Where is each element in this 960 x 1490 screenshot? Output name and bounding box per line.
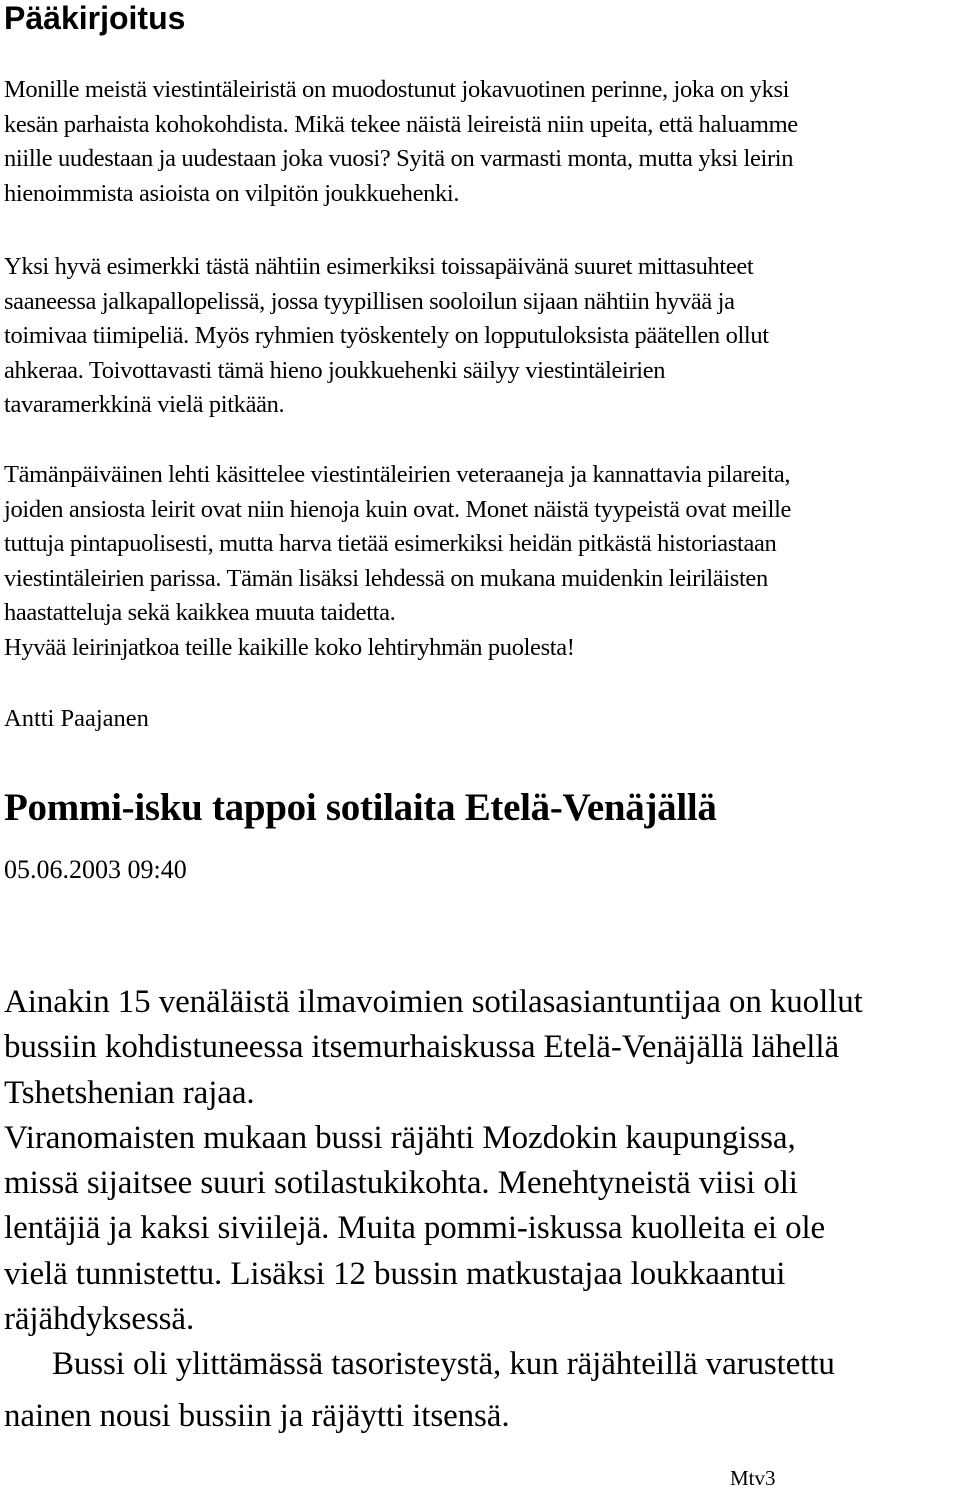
text-line: ahkeraa. Toivottavasti tämä hieno joukkuehenki säilyy viestintäleirien bbox=[4, 356, 666, 384]
text-line: tavaramerkkinä vielä pitkään. bbox=[4, 391, 285, 419]
text-line: Bussi oli ylittämässä tasoristeystä, kun räjähteillä varustettu bbox=[52, 1346, 835, 1383]
text-line: Yksi hyvä esimerkki tästä nähtiin esimerkiksi toissapäivänä suuret mittasuhteet bbox=[4, 253, 754, 280]
text-line: kesän parhaista kohokohdista. Mikä tekee näistä leireistä niin upeita, että haluamme bbox=[4, 110, 798, 138]
text-line: viestintäleirien parissa. Tämän lisäksi lehdessä on mukana muidenkin leiriläisten bbox=[4, 564, 768, 592]
editorial-signature: Antti Paajanen bbox=[4, 705, 149, 732]
text-line: Hyvää leirinjatkoa teille kaikille koko lehtiryhmän puolesta! bbox=[4, 633, 575, 661]
text-line: Tshetshenian rajaa. bbox=[4, 1074, 255, 1111]
text-line: vielä tunnistettu. Lisäksi 12 bussin matkustajaa loukkaantui bbox=[4, 1255, 786, 1292]
text-line: niille uudestaan ja uudestaan joka vuosi? Syitä on varmasti monta, mutta yksi leirin bbox=[4, 145, 794, 173]
text-line: lentäjiä ja kaksi siviilejä. Muita pommi-iskussa kuolleita ei ole bbox=[4, 1210, 826, 1247]
text-line: joiden ansiosta leirit ovat niin hienoja kuin ovat. Monet näistä tyypeistä ovat meille bbox=[4, 495, 792, 523]
editorial-paragraph-3 bbox=[4, 458, 956, 666]
news-body bbox=[4, 980, 956, 1439]
text-line: haastatteluja sekä kaikkea muuta taidetta. bbox=[4, 599, 396, 627]
editorial-paragraph-2 bbox=[4, 250, 956, 423]
text-line: nainen nousi bussiin ja räjäytti itsensä. bbox=[4, 1397, 510, 1434]
text-line: hienoimmista asioista on vilpitön joukkuehenki. bbox=[4, 179, 460, 207]
text-line: Viranomaisten mukaan bussi räjähti Mozdokin kaupungissa, bbox=[4, 1119, 796, 1156]
news-headline: Pommi-isku tappoi sotilaita Etelä-Venäjällä bbox=[4, 786, 717, 829]
news-source: Mtv3 bbox=[730, 1466, 776, 1490]
text-line: Tämänpäiväinen lehti käsittelee viestintäleirien veteraaneja ja kannattavia pilareita, bbox=[4, 461, 791, 488]
text-line: räjähdyksessä. bbox=[4, 1301, 195, 1338]
text-line: saaneessa jalkapallopelissä, jossa tyypillisen sooloilun sijaan nähtiin hyvää ja bbox=[4, 287, 735, 315]
text-line: missä sijaitsee suuri sotilastukikohta. Menehtyneistä viisi oli bbox=[4, 1165, 798, 1202]
text-line: Ainakin 15 venäläistä ilmavoimien sotilasasiantuntijaa on kuollut bbox=[4, 984, 863, 1020]
text-line: toimivaa tiimipeliä. Myös ryhmien työskentely on lopputuloksista päätellen ollut bbox=[4, 322, 769, 350]
news-date: 05.06.2003 09:40 bbox=[4, 855, 187, 884]
text-line: Monille meistä viestintäleiristä on muodostunut jokavuotinen perinne, joka on yksi bbox=[4, 76, 790, 103]
editorial-paragraph-1 bbox=[4, 73, 956, 211]
text-line: tuttuja pintapuolisesti, mutta harva tietää esimerkiksi heidän pitkästä historiastaan bbox=[4, 530, 777, 558]
editorial-title: Pääkirjoitus bbox=[4, 0, 186, 36]
text-line: bussiin kohdistuneessa itsemurhaiskussa Etelä-Venäjällä lähellä bbox=[4, 1029, 839, 1066]
